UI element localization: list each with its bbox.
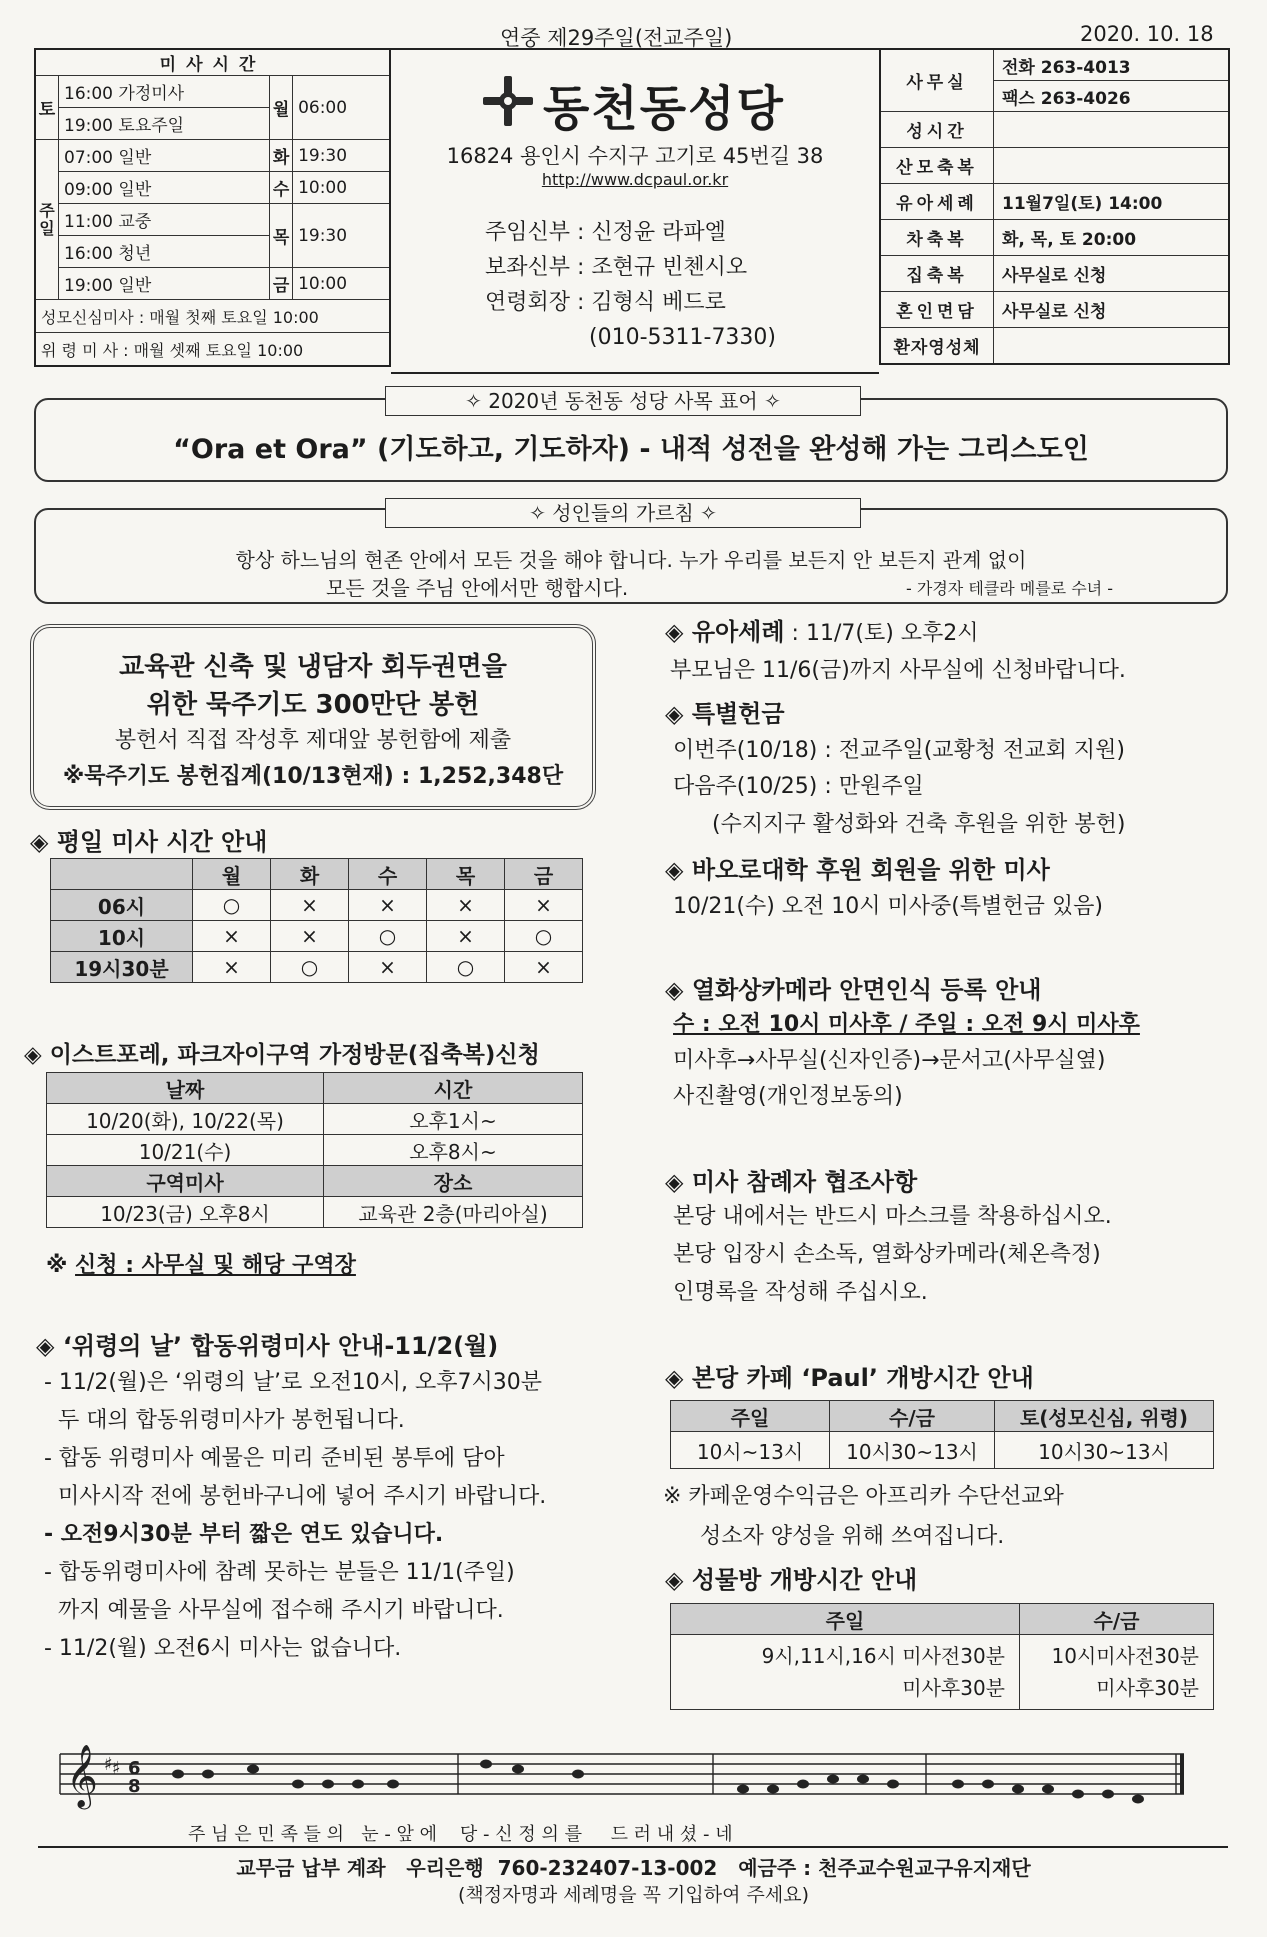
table-header-cell: 목 [427, 859, 505, 890]
saints-line-2: 모든 것을 주님 안에서만 행합시다. [326, 576, 629, 600]
cooperate-line: 본당 입장시 손소독, 열화상카메라(체온측정) [673, 1242, 1101, 1267]
weekday-label: 월 [270, 76, 293, 140]
church-url[interactable]: http://www.dcpaul.or.kr [541, 170, 729, 189]
music-staff [58, 1738, 1188, 1818]
svg-text:8: 8 [128, 1776, 141, 1797]
all-souls-line: - 합동 위령미사 예물은 미리 준비된 봉투에 담아 [44, 1446, 505, 1471]
saints-line-1: 항상 하느님의 현존 안에서 모든 것을 해야 합니다. 누가 우리를 보든지 안 보든지 관계 없이 [235, 548, 1027, 572]
cafe-note-1: ※ 카페운영수익금은 아프리카 수단선교와 [663, 1484, 1064, 1509]
shop-title: ◈ 성물방 개방시간 안내 [665, 1566, 918, 1594]
hymn-lyrics: 주 님 은 민 족 들 의 눈 - 앞 에 당 - 신 정 의 를 드 러 내 셨 - 네 [188, 1824, 733, 1845]
weekday-label: 목 [270, 204, 293, 268]
table-header-cell: 시간 [324, 1073, 583, 1104]
paul-univ-line: 10/21(수) 오전 10시 미사중(특별헌금 있음) [673, 894, 1103, 919]
table-header-cell: 구역미사 [47, 1166, 324, 1197]
church-logo-icon [479, 72, 537, 130]
home-visit-table [46, 1072, 583, 1228]
weekday-time: 10:00 [293, 172, 390, 204]
cooperate-line: 인명록을 작성해 주십시오. [673, 1280, 928, 1305]
cooperate-line: 본당 내에서는 반드시 마스크를 착용하십시오. [673, 1204, 1112, 1229]
camera-line: 수 : 오전 10시 미사후 / 주일 : 오전 9시 미사후 [673, 1012, 1140, 1037]
table-cell [671, 1635, 1020, 1710]
mass-times-title: 미사시간 [35, 49, 390, 76]
all-souls-line: 두 대의 합동위령미사가 봉헌됩니다. [44, 1408, 405, 1433]
rosary-line-2: 위한 묵주기도 300만단 봉헌 [146, 690, 480, 720]
rosary-line-3: 봉헌서 직접 작성후 제대앞 봉헌함에 제출 [114, 728, 512, 753]
saturday-label: 토 [35, 76, 59, 140]
table-row [671, 1635, 1214, 1710]
camera-line: 사진촬영(개인정보동의) [673, 1084, 903, 1109]
rosary-box [30, 624, 596, 810]
weekday-time: 06:00 [293, 76, 390, 140]
rosary-line-1: 교육관 신축 및 냉담자 회두권면을 [119, 652, 507, 682]
office-key: 산모축복 [880, 148, 994, 184]
table-cell: ○ [349, 921, 427, 952]
table-cell: ○ [193, 890, 271, 921]
table-cell: 10/23(금) 오후8시 [47, 1197, 324, 1228]
shop-hours-table [670, 1603, 1214, 1710]
office-key: 혼인면담 [880, 292, 994, 328]
table-row [51, 890, 583, 921]
weekday-time: 19:30 [293, 204, 390, 268]
camera-line: 미사후→사무실(신자인증)→문서고(사무실옆) [673, 1048, 1106, 1073]
table-row [671, 1432, 1214, 1469]
donation-account: 교무금 납부 계좌 우리은행 760-232407-13-002 예금주 : 천주교수원교구유지재단 [236, 1856, 1031, 1880]
weekday-label: 화 [270, 140, 293, 172]
table-row [51, 921, 583, 952]
weekday-mass-title: ◈ 평일 미사 시간 안내 [30, 828, 268, 856]
all-souls-line: 까지 예물을 사무실에 접수해 주시기 바랍니다. [44, 1598, 504, 1623]
cafe-note-2: 성소자 양성을 위해 쓰여집니다. [700, 1524, 1005, 1549]
table-cell: × [271, 921, 349, 952]
mass-entry: 16:00 가정미사 [59, 76, 270, 108]
church-name: 동천동성당 [543, 81, 785, 137]
baptism-date: : 11/7(토) 오후2시 [784, 621, 979, 646]
office-key: 환자영성체 [880, 328, 994, 365]
saints-tag: ✧ 성인들의 가르침 ✧ [385, 498, 861, 528]
weekday-time: 19:30 [293, 140, 390, 172]
office-key: 사무실 [880, 49, 994, 112]
all-souls-line: 미사시작 전에 봉헌바구니에 넣어 주시기 바랍니다. [44, 1484, 547, 1509]
mass-entry: 16:00 청년 [59, 236, 270, 268]
svg-text:♯: ♯ [112, 1758, 121, 1779]
table-header-cell: 월 [193, 859, 271, 890]
shop-sun-line: 9시,11시,16시 미사전30분 [761, 1644, 1005, 1668]
table-header-cell: 수 [349, 859, 427, 890]
table-cell: × [427, 890, 505, 921]
table-cell [1020, 1635, 1214, 1710]
church-address: 16824 용인시 수지구 고기로 45번길 38 [446, 144, 824, 168]
all-souls-line: - 오전9시30분 부터 짧은 연도 있습니다. [44, 1522, 444, 1547]
cafe-title: ◈ 본당 카페 ‘Paul’ 개방시간 안내 [665, 1364, 1034, 1392]
special-mass-1: 성모신심미사 : 매월 첫째 토요일 10:00 [35, 300, 390, 333]
table-cell: 10/20(화), 10/22(목) [47, 1104, 324, 1135]
week-title: 연중 제29주일(전교주일) [500, 26, 733, 50]
office-value [994, 112, 1230, 148]
table-cell: ○ [427, 952, 505, 983]
office-key: 집축복 [880, 256, 994, 292]
weekday-mass-table [50, 858, 583, 983]
bulletin-date: 2020. 10. 18 [1080, 22, 1214, 46]
home-visit-title: ◈ 이스트포레, 파크자이구역 가정방문(집축복)신청 [24, 1042, 540, 1068]
baptism-title: ◈ 유아세례 [665, 618, 785, 646]
shop-wed-line: 미사후30분 [1096, 1676, 1199, 1700]
offering-title: ◈ 특별헌금 [665, 700, 785, 728]
mass-entry: 11:00 교중 [59, 204, 270, 236]
table-cell: 교육관 2층(마리아실) [324, 1197, 583, 1228]
table-header-cell: 수/금 [830, 1401, 995, 1432]
all-souls-body [44, 1364, 546, 1668]
camera-title: ◈ 열화상카메라 안면인식 등록 안내 [665, 976, 1042, 1004]
table-cell: 오후8시~ [324, 1135, 583, 1166]
table-cell: × [505, 890, 583, 921]
table-header-cell: 날짜 [47, 1073, 324, 1104]
office-value: 전화 263-4013 [994, 49, 1230, 81]
office-info-table [879, 48, 1230, 365]
staff-council: 연령회장 : 김형식 베드로 [485, 290, 726, 315]
staff-assistant: 보좌신부 : 조현규 빈첸시오 [485, 255, 748, 280]
office-key: 성시간 [880, 112, 994, 148]
office-key: 차축복 [880, 220, 994, 256]
table-cell: × [271, 890, 349, 921]
office-value: 사무실로 신청 [994, 256, 1230, 292]
mass-entry: 19:00 토요주일 [59, 108, 270, 140]
sunday-label: 주 일 [35, 140, 59, 300]
home-visit-note [46, 1248, 356, 1279]
staff-pastor: 주임신부 : 신정윤 라파엘 [485, 220, 726, 245]
office-value [994, 328, 1230, 365]
mass-entry: 09:00 일반 [59, 172, 270, 204]
table-row [47, 1104, 583, 1135]
donation-note: (책정자명과 세례명을 꼭 기입하여 주세요) [457, 1884, 809, 1906]
office-value: 팩스 263-4026 [994, 81, 1230, 112]
weekday-label: 금 [270, 268, 293, 300]
table-row [47, 1197, 583, 1228]
staff-phone: (010-5311-7330) [589, 325, 777, 350]
table-cell: 10시30~13시 [995, 1432, 1214, 1469]
table-cell: × [427, 921, 505, 952]
svg-text:𝄞: 𝄞 [66, 1744, 98, 1807]
cafe-hours-table [670, 1400, 1214, 1469]
weekday-time: 10:00 [293, 268, 390, 300]
special-mass-2: 위 령 미 사 : 매월 셋째 토요일 10:00 [35, 333, 390, 367]
all-souls-line: - 11/2(월) 오전6시 미사는 없습니다. [44, 1636, 402, 1661]
table-cell: × [505, 952, 583, 983]
table-cell: 06시 [51, 890, 193, 921]
table-header-cell: 화 [271, 859, 349, 890]
all-souls-title: ◈ ‘위령의 날’ 합동위령미사 안내-11/2(월) [36, 1332, 499, 1360]
all-souls-line: - 합동위령미사에 참례 못하는 분들은 11/1(주일) [44, 1560, 515, 1585]
staff-list [485, 215, 776, 355]
table-cell: 19시30분 [51, 952, 193, 983]
motto-tag: ✧ 2020년 동천동 성당 사목 표어 ✧ [385, 386, 861, 416]
note-text: 신청 : 사무실 및 해당 구역장 [75, 1253, 356, 1278]
cooperate-title: ◈ 미사 참례자 협조사항 [665, 1168, 918, 1196]
baptism-heading [665, 612, 979, 647]
offering-line: (수지지구 활성화와 건축 후원을 위한 봉헌) [712, 812, 1126, 837]
table-cell: 10시~13시 [671, 1432, 830, 1469]
table-header-cell: 금 [505, 859, 583, 890]
office-value: 화, 목, 토 20:00 [994, 220, 1230, 256]
footer-divider [38, 1846, 1228, 1848]
shop-sun-line: 미사후30분 [902, 1676, 1005, 1700]
table-header-cell: 장소 [324, 1166, 583, 1197]
paul-univ-title: ◈ 바오로대학 후원 회원을 위한 미사 [665, 856, 1050, 884]
saints-author: - 가경자 테클라 메를로 수녀 - [906, 579, 1113, 598]
table-cell: 10시 [51, 921, 193, 952]
svg-text:♯: ♯ [104, 1754, 113, 1775]
office-value: 사무실로 신청 [994, 292, 1230, 328]
motto-text: “Ora et Ora” (기도하고, 기도하자) - 내적 성전을 완성해 가는 그리스도인 [173, 434, 1089, 465]
shop-wed-line: 10시미사전30분 [1051, 1644, 1199, 1668]
table-cell: × [193, 952, 271, 983]
offering-line: 이번주(10/18) : 전교주일(교황청 전교회 지원) [673, 738, 1125, 763]
table-cell: × [349, 952, 427, 983]
office-value: 11월7일(토) 14:00 [994, 184, 1230, 220]
table-cell: 오후1시~ [324, 1104, 583, 1135]
baptism-line: 부모님은 11/6(금)까지 사무실에 신청바랍니다. [670, 658, 1126, 683]
table-cell: 10시30~13시 [830, 1432, 995, 1469]
svg-text:6: 6 [128, 1758, 141, 1779]
mass-times-table [34, 48, 391, 367]
table-cell: ○ [505, 921, 583, 952]
table-cell: 10/21(수) [47, 1135, 324, 1166]
table-row [47, 1135, 583, 1166]
table-header-cell: 수/금 [1020, 1604, 1214, 1635]
office-key: 유아세례 [880, 184, 994, 220]
table-header-cell: 토(성모신심, 위령) [995, 1401, 1214, 1432]
note-prefix: ※ [46, 1253, 76, 1278]
table-header-cell: 주일 [671, 1604, 1020, 1635]
offering-line: 다음주(10/25) : 만원주일 [673, 774, 924, 799]
all-souls-line: - 11/2(월)은 ‘위령의 날’로 오전10시, 오후7시30분 [44, 1370, 542, 1395]
rosary-tally: ※묵주기도 봉헌집계(10/13현재) : 1,252,348단 [62, 764, 564, 789]
church-info [391, 48, 879, 374]
table-header-cell [51, 859, 193, 890]
table-row [51, 952, 583, 983]
table-header-cell: 주일 [671, 1401, 830, 1432]
mass-entry: 07:00 일반 [59, 140, 270, 172]
weekday-label: 수 [270, 172, 293, 204]
mass-entry: 19:00 일반 [59, 268, 270, 300]
table-cell: ○ [271, 952, 349, 983]
table-cell: × [349, 890, 427, 921]
office-value [994, 148, 1230, 184]
table-cell: × [193, 921, 271, 952]
